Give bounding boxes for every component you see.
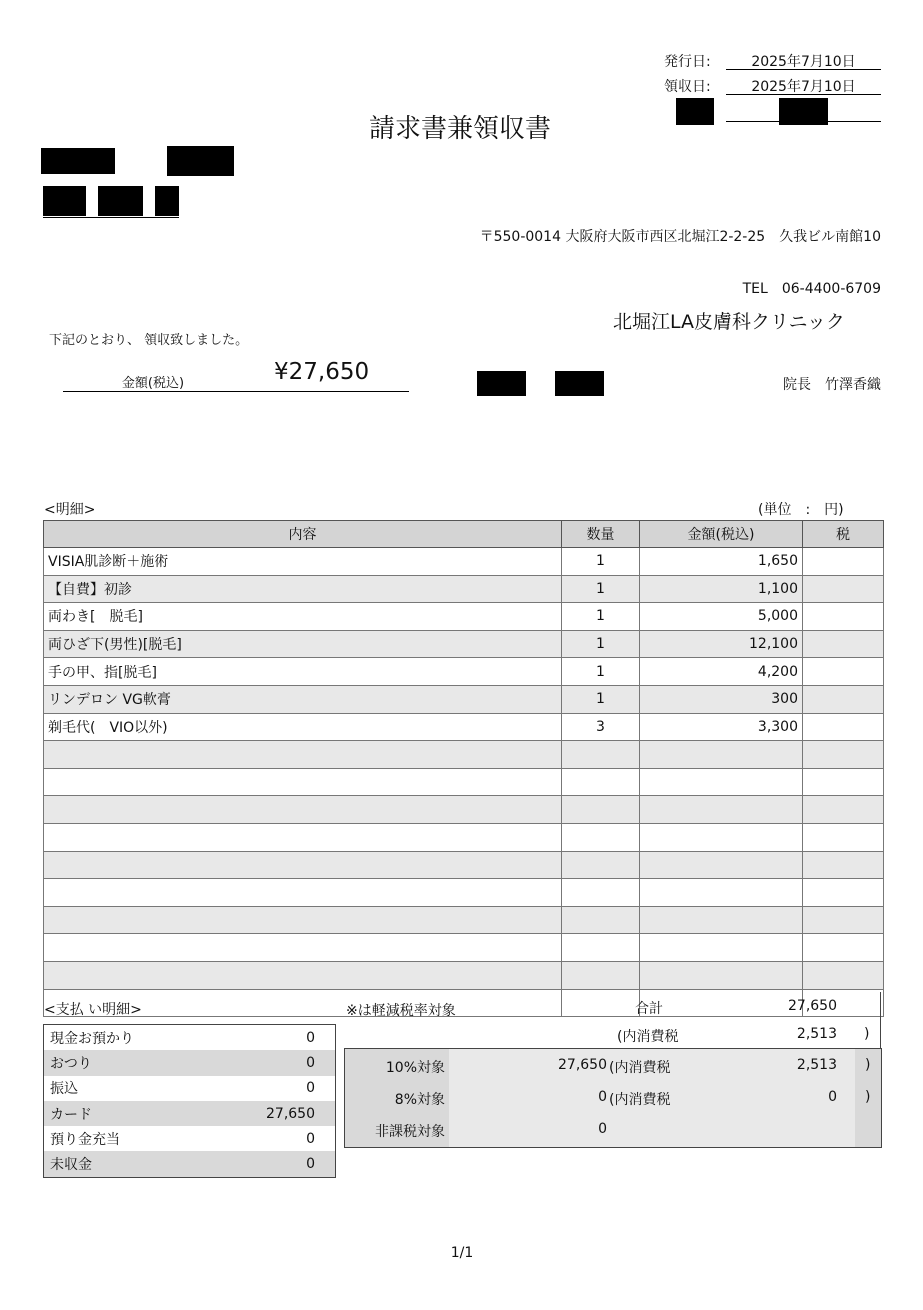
table-row [44,630,884,658]
item-tax [803,851,884,879]
tax-rate-label: 10%対象 [385,1060,445,1076]
incl-tax-value: 2,513 [796,1026,837,1042]
tax-box-border-right [880,992,881,1048]
item-amount: 1,100 [640,575,803,603]
item-qty: 1 [562,603,640,631]
tax-rate-close: ) [865,1057,871,1073]
column-header-content: 内容 [44,521,562,548]
item-amount [640,823,803,851]
payment-value: 0 [306,1156,315,1173]
column-header-tax: 税 [803,521,884,548]
details-table [43,520,884,1017]
page-number: 1/1 [450,1245,474,1261]
payment-row [44,1101,335,1126]
table-row [44,548,884,576]
item-qty [562,768,640,796]
item-name: 手の甲、指[脱毛] [44,658,562,686]
item-tax [803,961,884,989]
item-amount: 5,000 [640,603,803,631]
issue-date-label: 発行日: [664,54,711,70]
item-tax [803,741,884,769]
item-qty: 1 [562,630,640,658]
receipt-date: 2025年7月10日 [751,79,856,95]
item-amount: 3,300 [640,713,803,741]
redacted-block [555,371,604,396]
payment-label: 未収金 [50,1157,92,1174]
item-amount: 12,100 [640,630,803,658]
receipt-date-label: 領収日: [664,79,711,95]
payment-value: 0 [306,1054,315,1071]
table-row [44,796,884,824]
incl-tax-label: (内消費税 [617,1029,679,1045]
payment-label: カード [50,1106,92,1123]
item-amount [640,934,803,962]
table-row [44,934,884,962]
item-name [44,879,562,907]
payment-row [44,1025,335,1050]
receipt-note: 下記のとおり、 領収致しました。 [49,333,249,348]
document-title: 請求書兼領収書 [368,114,551,144]
item-tax [803,685,884,713]
item-qty: 3 [562,713,640,741]
total-value: 27,650 [788,998,837,1014]
amount-label: 金額(税込) [121,376,185,391]
item-tax [803,823,884,851]
item-name [44,851,562,879]
payment-label: 振込 [50,1081,78,1098]
item-qty: 1 [562,575,640,603]
item-amount [640,961,803,989]
item-tax [803,713,884,741]
table-row [44,685,884,713]
details-section-label: <明細> [44,502,96,518]
item-name: リンデロン VG軟膏 [44,685,562,713]
item-name: 【自費】初診 [44,575,562,603]
table-row [44,879,884,907]
item-amount: 4,200 [640,658,803,686]
issue-date-underline [726,69,881,70]
unit-label: (単位 : 円) [758,502,844,518]
tax-summary [344,992,882,1148]
item-tax [803,603,884,631]
tax-rate-box [344,1048,882,1148]
item-name: 剃毛代( VIO以外) [44,713,562,741]
item-qty [562,934,640,962]
item-amount [640,851,803,879]
table-row [44,575,884,603]
item-amount: 1,650 [640,548,803,576]
tax-rate-amount: 27,650 [558,1057,607,1073]
payment-value: 0 [306,1130,315,1147]
item-qty: 1 [562,548,640,576]
item-tax [803,796,884,824]
tax-rate-close: ) [865,1089,871,1105]
tax-rate-tax: 2,513 [796,1057,837,1073]
item-name: 両わき[ 脱毛] [44,603,562,631]
payment-value: 0 [306,1029,315,1046]
total-label: 合計 [635,1001,663,1017]
redacted-block [43,186,86,216]
payment-row [44,1151,335,1176]
item-tax [803,548,884,576]
table-row [44,768,884,796]
redacted-block [98,186,143,216]
item-name [44,934,562,962]
item-name: 両ひざ下(男性)[脱毛] [44,630,562,658]
item-name [44,961,562,989]
tax-rate-amount: 0 [598,1121,607,1137]
tax-rate-amount: 0 [598,1089,607,1105]
payment-value: 27,650 [266,1105,315,1122]
reduced-rate-note: ※は軽減税率対象 [346,1003,456,1019]
table-row [44,741,884,769]
payment-label: 預り金充当 [50,1131,120,1148]
redacted-block [41,148,115,174]
tax-rate-label: 8%対象 [394,1092,445,1108]
item-tax [803,768,884,796]
clinic-director: 院長 竹澤香織 [783,377,881,393]
item-qty: 1 [562,685,640,713]
clinic-tel: TEL 06-4400-6709 [742,281,881,297]
item-tax [803,575,884,603]
details-header-row [44,521,884,548]
item-qty [562,851,640,879]
tax-rate-label: 非課税対象 [375,1124,445,1140]
item-name [44,741,562,769]
item-qty [562,961,640,989]
payments-table [43,1024,336,1178]
payment-row [44,1076,335,1101]
amount-underline [63,391,409,392]
table-row [44,961,884,989]
table-row [44,906,884,934]
item-tax [803,630,884,658]
redacted-block [477,371,526,396]
patient-underline [43,217,179,218]
table-row [44,603,884,631]
item-tax [803,934,884,962]
redacted-block [155,186,179,216]
tax-rate-tax-label: (内消費税 [609,1092,671,1108]
payments-section-label: <支払 い明細> [44,1002,142,1018]
item-amount [640,879,803,907]
issue-date: 2025年7月10日 [751,54,856,70]
item-tax [803,658,884,686]
clinic-address: 〒550-0014 大阪府大阪市西区北堀江2-2-25 久我ビル南館10 [479,229,881,245]
payment-label: おつり [50,1055,92,1072]
table-row [44,851,884,879]
clinic-name: 北堀江LA皮膚科クリニック [613,311,845,333]
incl-tax-close: ) [864,1026,870,1042]
table-row [44,658,884,686]
column-header-amount: 金額(税込) [640,521,803,548]
table-row [44,713,884,741]
payment-row [44,1126,335,1151]
item-amount [640,768,803,796]
item-tax [803,906,884,934]
redacted-block [676,98,714,125]
item-name [44,906,562,934]
tax-rate-tax-label: (内消費税 [609,1060,671,1076]
item-tax [803,879,884,907]
item-qty [562,879,640,907]
item-qty [562,906,640,934]
item-qty [562,796,640,824]
item-name [44,796,562,824]
item-qty [562,823,640,851]
item-qty: 1 [562,658,640,686]
table-row [44,823,884,851]
total-amount: ¥27,650 [274,359,370,385]
item-name: VISIA肌診断＋施術 [44,548,562,576]
item-amount [640,906,803,934]
payment-value: 0 [306,1080,315,1097]
item-name [44,823,562,851]
item-amount: 300 [640,685,803,713]
tax-rate-tax: 0 [828,1089,837,1105]
payment-row [44,1050,335,1075]
item-amount [640,796,803,824]
item-amount [640,741,803,769]
receipt-date-underline [726,94,881,95]
payment-label: 現金お預かり [50,1030,134,1047]
item-qty [562,741,640,769]
item-name [44,768,562,796]
column-header-qty: 数量 [562,521,640,548]
redacted-block [167,146,234,176]
redacted-underline [726,121,881,122]
